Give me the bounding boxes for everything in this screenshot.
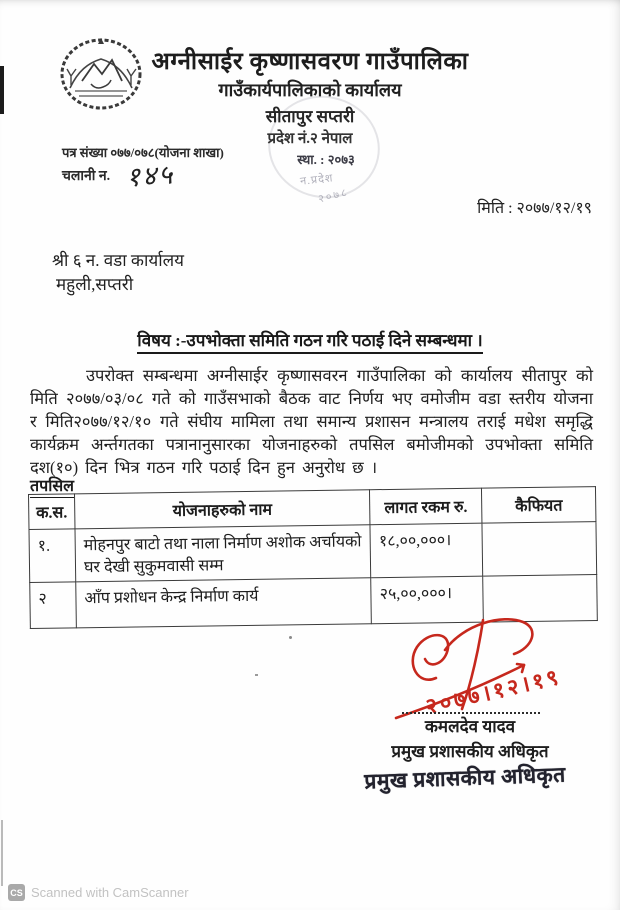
- office-name: गाउँकार्यपालिकाको कार्यालय: [218, 80, 402, 100]
- cell-plan-name: आँप प्रशोधन केन्द्र निर्माण कार्य: [76, 578, 372, 628]
- camscanner-watermark: [8, 884, 189, 901]
- cell-amount: २५,००,०००।: [371, 576, 484, 624]
- signatory-name: कमलदेव यादव: [424, 717, 516, 736]
- tapasil-label: तपसिल: [30, 474, 74, 498]
- camscanner-badge-icon: CS: [8, 884, 25, 901]
- designation-stamp: प्रमुख प्रशासकीय अधिकृत: [363, 762, 566, 794]
- plans-table: [28, 486, 598, 629]
- stamp-remnant-text: २०७८: [317, 186, 351, 206]
- established-year: स्था. : २०७३: [297, 152, 355, 167]
- letter-number: पत्र संख्या ०७७/०७८(योजना शाखा): [62, 145, 224, 160]
- cell-sn: २: [30, 582, 77, 629]
- col-header-sn: क.स.: [29, 494, 75, 530]
- province-line: प्रदेश नं.२ नेपाल: [267, 131, 353, 147]
- letter-body: उपरोक्त सम्बन्धमा अग्नीसाईर कृष्णासवरन गाउँपालिका को कार्यालय सीतापुर को मिति २०७७/०३/०८ गते को गाउँसभाको बैठक वाट निर्णय भए वमोजीम वडा स्तरीय योजना र मिति२०७७/१२/१० गते संघीय मामिला तथा समान्य प्रशासन मन्त्रालय तराई मधेश समृद्धि कार्यक्रम अर्न्तगतका पत्रानानुसारका योजनाहरुको तपसिल बमोजीमको उपभोक्ता समिति दश(१०) दिन भित्र गठन गरि पठाई दिन हुन अनुरोध छ ।: [30, 366, 593, 477]
- handwritten-date: २०७७।१२।१९: [423, 664, 564, 721]
- col-header-amount: लागत रकम रु.: [370, 488, 482, 525]
- scan-edge-artifact: [0, 66, 4, 114]
- scan-edge-artifact: [1, 820, 3, 886]
- recipient-address: महुली,सप्तरी: [56, 275, 134, 294]
- cell-amount: १८,००,०००।: [370, 523, 483, 578]
- signatory-designation: प्रमुख प्रशासकीय अधिकृत: [391, 742, 549, 761]
- dispatch-number-handwritten: १४५: [125, 159, 176, 194]
- signature-dotted-line: [402, 700, 540, 714]
- office-address: सीतापुर सप्तरी: [265, 107, 355, 126]
- cell-plan-name: मोहनपुर बाटो तथा नाला निर्माण अशोक अर्चायको घर देखी सुकुमवासी सम्म: [75, 525, 371, 582]
- subject-line: [0, 328, 620, 351]
- cell-sn: १.: [29, 529, 76, 583]
- dispatch-number-label: चलानी न.: [62, 169, 111, 184]
- stamp-remnant-text: न.प्रदेश: [299, 172, 335, 188]
- col-header-remarks: कैफियत: [482, 487, 596, 524]
- col-header-plan-name: योजनाहरुको नाम: [74, 490, 370, 529]
- camscanner-text: Scanned with CamScanner: [31, 885, 189, 900]
- scan-speck: [289, 636, 292, 639]
- scan-speck: [255, 674, 258, 676]
- subject-text: विषय :-उपभोक्ता समिति गठन गरि पठाई दिने सम्बन्धमा ।: [137, 331, 482, 354]
- cell-remarks: [482, 522, 597, 577]
- recipient-office: श्री ६ न. वडा कार्यालय: [52, 251, 185, 270]
- organization-name: अग्नीसाईर कृष्णासवरण गाउँपालिका: [151, 49, 469, 75]
- letter-date: मिति : २०७७/१२/१९: [477, 200, 592, 217]
- table-row: [29, 522, 597, 583]
